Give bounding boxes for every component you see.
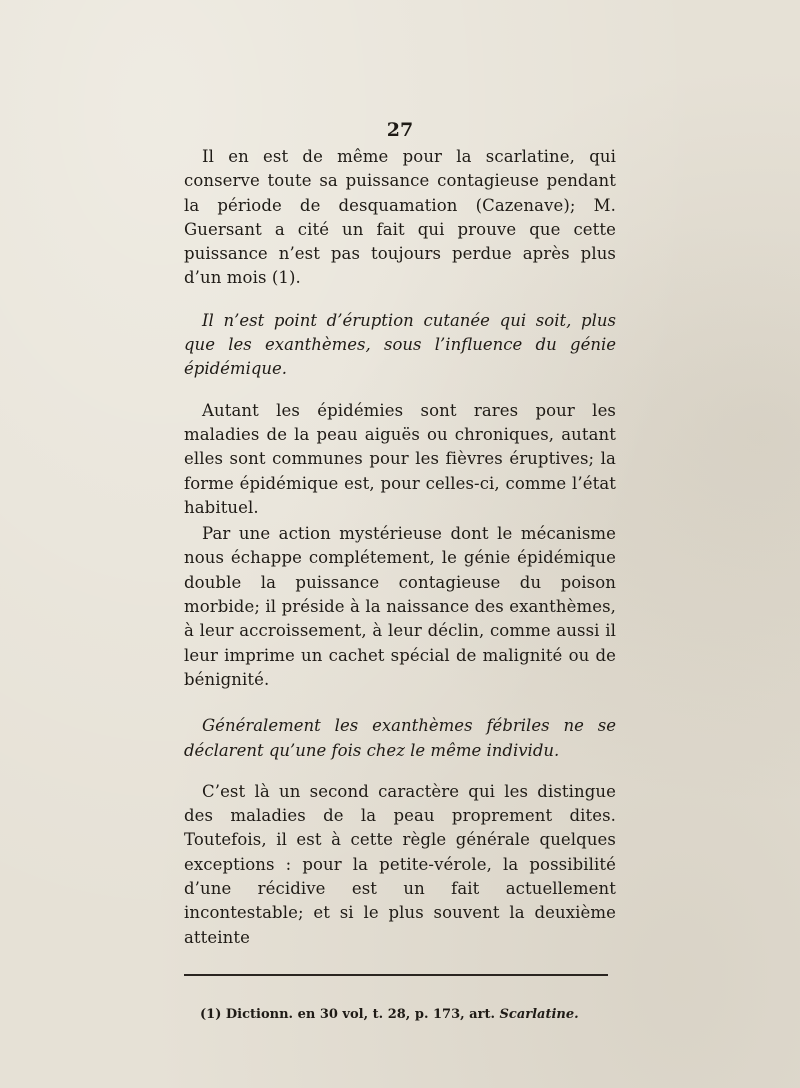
section-heading-eruption: Il n’est point d’éruption cutanée qui soit, plus que les exanthèmes, sous l’influence du génie épidémique. (184, 310, 616, 379)
paragraph-scarlatine: Il en est de même pour la scarlatine, qui conserve toute sa puissance contagieuse pendant la période de desquamation (Cazenave); M. Guersant a cité un fait qui prouve que cette puissance n’est pas toujours perdue après plus d’un mois (1). (184, 147, 616, 288)
paragraph-action-mysterieuse: Par une action mystérieuse dont le mécanisme nous échappe complétement, le génie épidémique double la puissance contagieuse du poison morbide; il préside à la naissance des exanthèmes, à leur accroissement, à leur déclin, comme aussi il leur imprime un cachet spécial de malignité ou de bénignité. (184, 524, 616, 689)
spacer (184, 382, 616, 399)
spacer (184, 763, 616, 780)
footnote-text: (1) Dictionn. en 30 vol, t. 28, p. 173, art. (200, 1006, 500, 1022)
footnote-work-title: Scarlatine. (499, 1006, 579, 1022)
paragraph-epidemies: Autant les épidémies sont rares pour les maladies de la peau aiguës ou chroniques, autant elles sont communes pour les fièvres éruptives; la forme épidémique est, pour celles-ci, comme l’état habituel. (184, 400, 616, 517)
spacer (184, 692, 616, 714)
footnote (184, 1006, 616, 1024)
footnote-rule (184, 974, 608, 976)
paragraph-second-caractere: C’est là un second caractère qui les distingue des maladies de la peau proprement dites. Toutefois, il est à cette règle générale quelques exceptions : pour la petite-vérole, la possibilité d’une récidive est un fait actuellement incontestable; et si le plus souvent la deuxième atteinte (184, 781, 616, 947)
page-number: 27 (386, 119, 414, 141)
section-heading-exanthemes: Généralement les exanthèmes fébriles ne se déclarent qu’une fois chez le même individu. (184, 716, 616, 760)
book-page (184, 118, 616, 1024)
spacer (184, 291, 616, 309)
